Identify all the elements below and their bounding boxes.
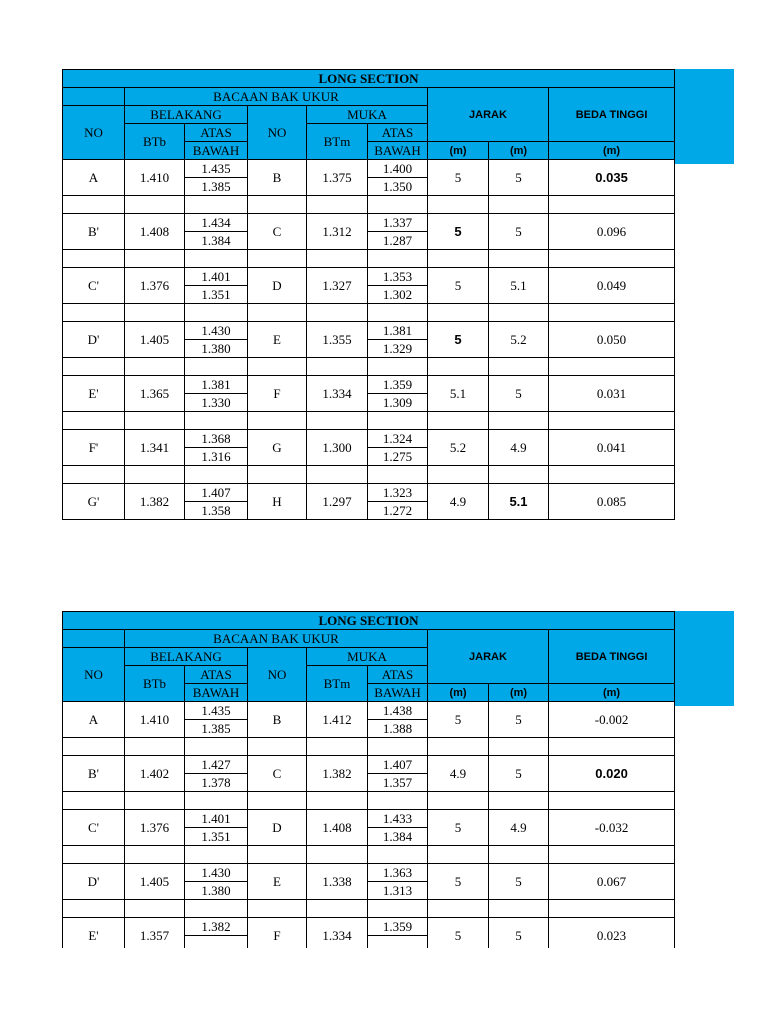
empty-cell [248,412,307,430]
station-back-cell: E' [63,918,125,949]
table-row [63,214,675,232]
bawah-back-cell: 1.380 [185,882,248,900]
empty-cell [549,196,675,214]
btm-cell: 1.375 [307,160,368,196]
btb-cell: 1.341 [125,430,185,466]
table-row [63,268,675,286]
empty-cell [63,466,125,484]
jarak-front-cell: 5 [489,756,549,792]
bawah-front-cell: 1.272 [368,502,428,520]
beda-tinggi-cell: 0.031 [549,376,675,412]
empty-cell [248,738,307,756]
empty-cell [307,846,368,864]
bawah-front-cell: 1.388 [368,720,428,738]
table-body [63,702,675,949]
btb-cell: 1.410 [125,160,185,196]
empty-cell [489,250,549,268]
empty-cell [368,412,428,430]
jarak-back-cell: 4.9 [428,756,489,792]
empty-cell [368,358,428,376]
table-header [63,612,675,702]
station-front-cell: G [248,430,307,466]
jarak-back-cell: 5 [428,268,489,304]
jarak-back-cell: 5 [428,322,489,358]
empty-cell [185,900,248,918]
beda-tinggi-cell: 0.041 [549,430,675,466]
spacer-row [63,196,675,214]
bawah-back-cell: 1.384 [185,232,248,250]
empty-cell [549,466,675,484]
bawah-front-cell: 1.309 [368,394,428,412]
jarak-front-cell: 4.9 [489,430,549,466]
empty-cell [185,466,248,484]
empty-cell [185,738,248,756]
jarak-back-cell: 4.9 [428,484,489,520]
station-front-cell: H [248,484,307,520]
header-no-front: NO [248,648,307,702]
beda-tinggi-cell: 0.067 [549,864,675,900]
btb-cell: 1.405 [125,864,185,900]
empty-cell [63,900,125,918]
empty-cell [248,846,307,864]
empty-cell [307,738,368,756]
empty-cell [185,412,248,430]
jarak-front-cell: 5.1 [489,268,549,304]
atas-front-cell: 1.337 [368,214,428,232]
empty-cell [248,900,307,918]
empty-cell [549,250,675,268]
empty-cell [489,792,549,810]
bawah-back-cell: 1.358 [185,502,248,520]
empty-cell [185,304,248,322]
empty-cell [549,304,675,322]
header-no-front: NO [248,106,307,160]
jarak-back-cell: 5 [428,214,489,250]
empty-cell [489,466,549,484]
empty-cell [248,358,307,376]
jarak-back-cell: 5 [428,918,489,949]
empty-cell [368,900,428,918]
jarak-back-cell: 5.2 [428,430,489,466]
jarak-back-cell: 5 [428,864,489,900]
empty-cell [489,304,549,322]
empty-cell [125,466,185,484]
spacer-row [63,792,675,810]
empty-cell [368,792,428,810]
header-bacaan: BACAAN BAK UKUR [125,88,428,106]
btb-cell: 1.405 [125,322,185,358]
header-no-back: NO [63,648,125,702]
header-belakang: BELAKANG [125,648,248,666]
jarak-back-cell: 5.1 [428,376,489,412]
empty-cell [368,466,428,484]
btb-cell: 1.408 [125,214,185,250]
bawah-back-cell: 1.378 [185,774,248,792]
atas-front-cell: 1.363 [368,864,428,882]
bawah-front-cell [368,936,428,949]
atas-back-cell: 1.435 [185,702,248,720]
empty-cell [185,792,248,810]
station-back-cell: D' [63,864,125,900]
empty-cell [248,250,307,268]
spacer-row [63,900,675,918]
jarak-back-cell: 5 [428,810,489,846]
empty-cell [307,358,368,376]
spacer-row [63,412,675,430]
header-blue-band [674,611,734,706]
atas-back-cell: 1.430 [185,864,248,882]
header-bawah-back: BAWAH [185,142,248,160]
header-blank-cell [63,88,125,106]
empty-cell [63,792,125,810]
empty-cell [125,792,185,810]
spacer-row [63,304,675,322]
empty-cell [489,846,549,864]
station-back-cell: A [63,160,125,196]
station-back-cell: B' [63,214,125,250]
empty-cell [549,358,675,376]
beda-tinggi-cell: 0.085 [549,484,675,520]
table-row [63,430,675,448]
empty-cell [368,304,428,322]
empty-cell [307,196,368,214]
atas-front-cell: 1.353 [368,268,428,286]
header-unit-jarak-2: (m) [489,684,549,702]
station-back-cell: D' [63,322,125,358]
btb-cell: 1.376 [125,810,185,846]
station-front-cell: E [248,864,307,900]
table-header [63,70,675,160]
btm-cell: 1.412 [307,702,368,738]
empty-cell [125,196,185,214]
empty-cell [549,412,675,430]
empty-cell [125,250,185,268]
btm-cell: 1.408 [307,810,368,846]
empty-cell [489,900,549,918]
table-title: LONG SECTION [63,70,675,88]
header-blank-cell [63,630,125,648]
spacer-row [63,358,675,376]
empty-cell [428,900,489,918]
atas-front-cell: 1.381 [368,322,428,340]
empty-cell [368,250,428,268]
station-back-cell: A [63,702,125,738]
beda-tinggi-cell: 0.020 [549,756,675,792]
bawah-front-cell: 1.275 [368,448,428,466]
atas-front-cell: 1.323 [368,484,428,502]
long-section-table-1 [62,69,675,520]
btb-cell: 1.382 [125,484,185,520]
jarak-front-cell: 5 [489,376,549,412]
empty-cell [248,466,307,484]
empty-cell [63,738,125,756]
station-front-cell: D [248,810,307,846]
empty-cell [489,358,549,376]
bawah-front-cell: 1.350 [368,178,428,196]
long-section-sheet-1 [62,69,734,520]
atas-back-cell: 1.434 [185,214,248,232]
header-beda-tinggi: BEDA TINGGI [549,630,675,684]
empty-cell [428,304,489,322]
atas-back-cell: 1.401 [185,268,248,286]
table-row [63,376,675,394]
bawah-front-cell: 1.357 [368,774,428,792]
spacer-row [63,738,675,756]
empty-cell [125,738,185,756]
bawah-back-cell: 1.351 [185,828,248,846]
empty-cell [185,196,248,214]
header-bawah-front: BAWAH [368,142,428,160]
spacer-row [63,466,675,484]
table-row [63,918,675,936]
atas-back-cell: 1.368 [185,430,248,448]
atas-front-cell: 1.324 [368,430,428,448]
btb-cell: 1.365 [125,376,185,412]
empty-cell [549,900,675,918]
empty-cell [428,196,489,214]
station-back-cell: B' [63,756,125,792]
empty-cell [248,304,307,322]
jarak-front-cell: 4.9 [489,810,549,846]
empty-cell [185,250,248,268]
atas-back-cell: 1.381 [185,376,248,394]
empty-cell [307,304,368,322]
jarak-front-cell: 5.1 [489,484,549,520]
station-front-cell: F [248,376,307,412]
station-front-cell: E [248,322,307,358]
header-bawah-front: BAWAH [368,684,428,702]
atas-front-cell: 1.359 [368,918,428,936]
table-body [63,160,675,520]
empty-cell [428,466,489,484]
beda-tinggi-cell: 0.049 [549,268,675,304]
empty-cell [428,792,489,810]
table-row [63,756,675,774]
station-back-cell: F' [63,430,125,466]
station-front-cell: C [248,214,307,250]
empty-cell [307,412,368,430]
btm-cell: 1.355 [307,322,368,358]
empty-cell [489,738,549,756]
atas-back-cell: 1.435 [185,160,248,178]
bawah-front-cell: 1.329 [368,340,428,358]
header-unit-beda: (m) [549,142,675,160]
btb-cell: 1.410 [125,702,185,738]
btb-cell: 1.376 [125,268,185,304]
bawah-front-cell: 1.287 [368,232,428,250]
empty-cell [489,196,549,214]
long-section-sheet-2 [62,611,734,948]
empty-cell [549,792,675,810]
header-btm: BTm [307,666,368,702]
bawah-back-cell: 1.380 [185,340,248,358]
atas-back-cell: 1.382 [185,918,248,936]
atas-back-cell: 1.430 [185,322,248,340]
beda-tinggi-cell: -0.032 [549,810,675,846]
bawah-back-cell: 1.351 [185,286,248,304]
header-belakang: BELAKANG [125,106,248,124]
empty-cell [63,250,125,268]
empty-cell [428,412,489,430]
header-unit-jarak-1: (m) [428,684,489,702]
jarak-front-cell: 5 [489,864,549,900]
btm-cell: 1.300 [307,430,368,466]
btm-cell: 1.297 [307,484,368,520]
btm-cell: 1.334 [307,376,368,412]
header-muka: MUKA [307,106,428,124]
empty-cell [125,412,185,430]
table-row [63,864,675,882]
bawah-back-cell: 1.385 [185,178,248,196]
header-btb: BTb [125,124,185,160]
bawah-back-cell: 1.385 [185,720,248,738]
header-btm: BTm [307,124,368,160]
empty-cell [63,196,125,214]
empty-cell [125,304,185,322]
table-row [63,322,675,340]
station-front-cell: B [248,160,307,196]
empty-cell [489,412,549,430]
spacer-row [63,846,675,864]
empty-cell [307,792,368,810]
empty-cell [63,412,125,430]
bawah-back-cell: 1.330 [185,394,248,412]
btb-cell: 1.402 [125,756,185,792]
empty-cell [307,250,368,268]
empty-cell [428,358,489,376]
atas-front-cell: 1.359 [368,376,428,394]
empty-cell [428,846,489,864]
btm-cell: 1.312 [307,214,368,250]
atas-front-cell: 1.407 [368,756,428,774]
atas-front-cell: 1.400 [368,160,428,178]
empty-cell [185,846,248,864]
jarak-front-cell: 5 [489,702,549,738]
empty-cell [63,304,125,322]
table-row [63,702,675,720]
empty-cell [307,466,368,484]
atas-front-cell: 1.433 [368,810,428,828]
table-row [63,810,675,828]
empty-cell [125,846,185,864]
beda-tinggi-cell: 0.023 [549,918,675,949]
beda-tinggi-cell: 0.035 [549,160,675,196]
empty-cell [125,900,185,918]
station-back-cell: C' [63,810,125,846]
empty-cell [368,846,428,864]
empty-cell [368,738,428,756]
atas-back-cell: 1.407 [185,484,248,502]
empty-cell [63,358,125,376]
jarak-front-cell: 5.2 [489,322,549,358]
station-back-cell: E' [63,376,125,412]
bawah-front-cell: 1.302 [368,286,428,304]
header-jarak: JARAK [428,630,549,684]
header-unit-jarak-1: (m) [428,142,489,160]
table-row [63,160,675,178]
empty-cell [549,738,675,756]
jarak-front-cell: 5 [489,214,549,250]
empty-cell [307,900,368,918]
spacer-row [63,250,675,268]
header-atas-front: ATAS [368,124,428,142]
bawah-front-cell: 1.313 [368,882,428,900]
header-no-back: NO [63,106,125,160]
empty-cell [368,196,428,214]
btm-cell: 1.382 [307,756,368,792]
long-section-table-2 [62,611,675,948]
beda-tinggi-cell: 0.096 [549,214,675,250]
empty-cell [248,792,307,810]
empty-cell [63,846,125,864]
jarak-back-cell: 5 [428,160,489,196]
atas-back-cell: 1.401 [185,810,248,828]
table-row [63,484,675,502]
bawah-front-cell: 1.384 [368,828,428,846]
header-btb: BTb [125,666,185,702]
bawah-back-cell: 1.316 [185,448,248,466]
station-front-cell: D [248,268,307,304]
jarak-back-cell: 5 [428,702,489,738]
jarak-front-cell: 5 [489,918,549,949]
station-front-cell: C [248,756,307,792]
header-atas-front: ATAS [368,666,428,684]
header-blue-band [674,69,734,164]
header-bacaan: BACAAN BAK UKUR [125,630,428,648]
table-title: LONG SECTION [63,612,675,630]
header-jarak: JARAK [428,88,549,142]
header-atas-back: ATAS [185,124,248,142]
empty-cell [248,196,307,214]
btm-cell: 1.334 [307,918,368,949]
btm-cell: 1.338 [307,864,368,900]
station-back-cell: C' [63,268,125,304]
station-front-cell: F [248,918,307,949]
station-back-cell: G' [63,484,125,520]
empty-cell [185,358,248,376]
atas-front-cell: 1.438 [368,702,428,720]
jarak-front-cell: 5 [489,160,549,196]
empty-cell [549,846,675,864]
beda-tinggi-cell: 0.050 [549,322,675,358]
bawah-back-cell [185,936,248,949]
atas-back-cell: 1.427 [185,756,248,774]
header-unit-beda: (m) [549,684,675,702]
btm-cell: 1.327 [307,268,368,304]
header-atas-back: ATAS [185,666,248,684]
header-beda-tinggi: BEDA TINGGI [549,88,675,142]
empty-cell [125,358,185,376]
station-front-cell: B [248,702,307,738]
header-bawah-back: BAWAH [185,684,248,702]
empty-cell [428,738,489,756]
header-muka: MUKA [307,648,428,666]
header-unit-jarak-2: (m) [489,142,549,160]
empty-cell [428,250,489,268]
beda-tinggi-cell: -0.002 [549,702,675,738]
btb-cell: 1.357 [125,918,185,949]
